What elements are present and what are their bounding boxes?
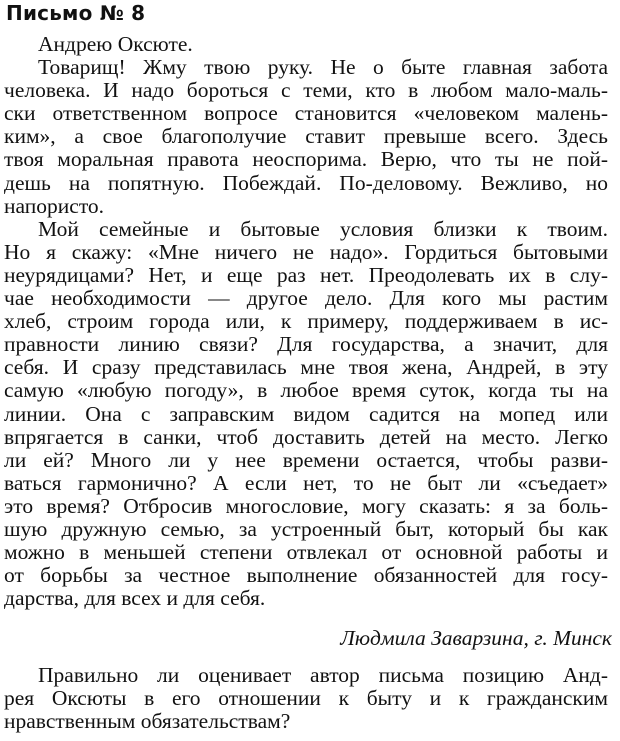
letter-signature: Людмила Заварзина, г. Минск — [340, 626, 612, 650]
letter-line: Товарищ! Жму твою руку. Не о быте главная забота — [38, 55, 608, 80]
letter-line: можно в меньшей степени отвлекал от основной работы и — [4, 540, 608, 565]
letter-line: человека. И надо бороться с теми, кто в любом мало-маль- — [4, 78, 608, 103]
letter-line: линии. Она с заправским видом садится на мопед или — [4, 401, 608, 426]
letter-line: это время? Отбросив многословие, могу сказать: я за боль- — [4, 493, 608, 518]
letter-line: дешь на попятную. Побеждай. По-деловому. Вежливо, но — [4, 170, 608, 195]
letter-line: шую дружную семью, за устроенный быт, который бы как — [4, 516, 608, 541]
letter-line: твоя моральная правота неоспорима. Верю, что ты не пой- — [4, 147, 608, 172]
letter-line: самую «любую погоду», в любое время суток, когда ты на — [4, 378, 608, 403]
letter-line: напористо. — [4, 193, 105, 218]
letter-line: правности линию связи? Для государства, а значит, для — [4, 332, 608, 357]
discussion-question — [4, 664, 608, 734]
letter-body — [4, 33, 608, 610]
letter-line: ли ей? Много ли у нее времени остается, чтобы разви- — [4, 447, 608, 472]
letter-line: дарства, для всех и для себя. — [4, 586, 266, 611]
letter-line: Андрею Оксюте. — [38, 32, 193, 56]
question-line: рея Оксюты в его отношении к быту и к гражданским — [4, 686, 608, 711]
letter-line: от борьбы за честное выполнение обязанностей для госу- — [4, 563, 608, 588]
letter-line: ваться гармонично? А если нет, то не быт ли «съедает» — [4, 470, 608, 495]
letter-line: Но я скажу: «Мне ничего не надо». Гордиться бытовыми — [4, 239, 608, 264]
question-line: Правильно ли оценивает автор письма позицию Анд- — [38, 663, 608, 687]
letter-line: себя. И сразу представилась мне твоя жена, Андрей, в эту — [4, 355, 608, 380]
letter-heading: Письмо № 8 — [6, 1, 146, 25]
letter-line: неурядицами? Нет, и еще раз нет. Преодолевать их в слу- — [4, 262, 608, 287]
letter-line: чае необходимости — другое дело. Для кого мы растим — [4, 286, 608, 311]
letter-line: Мой семейные и бытовые условия близки к твоим. — [38, 216, 608, 241]
letter-line: хлеб, строим города или, к примеру, поддерживаем в ис- — [4, 309, 608, 334]
question-line: нравственным обязательствам? — [4, 709, 291, 734]
letter-line: впрягается в санки, чтоб доставить детей на место. Легко — [4, 424, 608, 449]
letter-line: ким», а свое благополучие ставит превыше всего. Здесь — [4, 124, 608, 149]
letter-line: ски ответственном вопросе становится «человеком малень- — [4, 101, 608, 126]
